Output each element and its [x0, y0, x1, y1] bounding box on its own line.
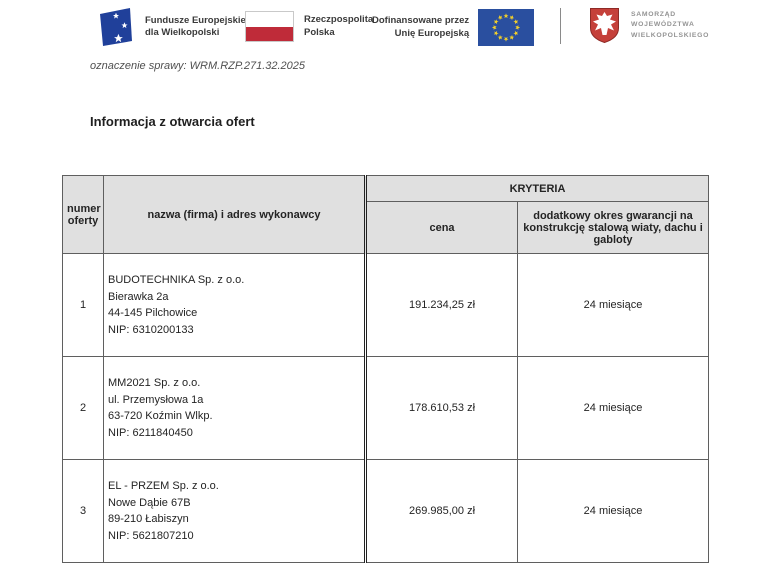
- table-row: [63, 357, 709, 460]
- pl-flag-caption: [304, 14, 373, 39]
- offer-warranty: 24 miesiące: [518, 357, 709, 460]
- fe-flag-icon: [95, 6, 136, 48]
- column-header-numer: numer oferty: [63, 176, 104, 254]
- offer-number: 2: [63, 357, 104, 460]
- poland-flag-icon: [245, 11, 294, 42]
- contractor-address: [104, 460, 366, 563]
- column-header-gwarancja: dodatkowy okres gwarancji na konstrukcję stalową wiaty, dachu i gabloty: [518, 202, 709, 254]
- column-header-kryteria: KRYTERIA: [366, 176, 709, 202]
- contractor-street: Nowe Dąbie 67B: [108, 496, 191, 509]
- fe-caption-line2: dla Wielkopolski: [145, 27, 220, 38]
- contractor-name: MM2021 Sp. z o.o.: [108, 377, 201, 389]
- table-row: [63, 254, 709, 357]
- eu-caption-line2: Unię Europejską: [394, 27, 470, 39]
- samorzad-caption-line3: WIELKOPOLSKIEGO: [631, 31, 710, 39]
- pl-caption-line2: Polska: [304, 26, 335, 38]
- contractor-name: EL - PRZEM Sp. z o.o.: [108, 480, 219, 492]
- column-header-cena: cena: [366, 202, 518, 254]
- offer-price: 269.985,00 zł: [366, 460, 518, 563]
- contractor-nip: NIP: 5621807210: [108, 529, 194, 542]
- page-title: Informacja z otwarcia ofert: [90, 114, 255, 129]
- eu-flag-group: [372, 9, 534, 46]
- offer-price: 191.234,25 zł: [366, 254, 518, 357]
- offer-warranty: 24 miesiące: [518, 460, 709, 563]
- contractor-address: [104, 254, 366, 357]
- contractor-street: ul. Przemysłowa 1a: [108, 393, 204, 406]
- samorzad-caption: [631, 10, 709, 42]
- column-header-nazwa: nazwa (firma) i adres wykonawcy: [104, 176, 366, 254]
- contractor-nip: NIP: 6310200133: [108, 323, 194, 336]
- offer-number: 3: [63, 460, 104, 563]
- pl-caption-line1: Rzeczpospolita: [304, 14, 374, 26]
- offer-warranty: 24 miesiące: [518, 254, 709, 357]
- logo-divider: [560, 8, 561, 44]
- contractor-address: [104, 357, 366, 460]
- fe-logo-group: [95, 6, 246, 48]
- eu-flag-icon: [478, 9, 534, 46]
- samorzad-caption-line1: SAMORZĄD: [631, 10, 676, 18]
- samorzad-logo-group: [589, 7, 709, 44]
- eu-caption-line1: Dofinansowane przez: [372, 15, 470, 27]
- wielkopolska-crest-icon: [589, 7, 620, 44]
- offers-table: [62, 175, 709, 563]
- contractor-nip: NIP: 6211840450: [108, 426, 193, 439]
- case-reference-label: oznaczenie sprawy: WRM.RZP.271.32.2025: [90, 60, 306, 72]
- eu-flag-caption: [372, 15, 469, 40]
- samorzad-caption-line2: WOJEWÓDZTWA: [631, 21, 695, 29]
- contractor-name: BUDOTECHNIKA Sp. z o.o.: [108, 274, 245, 286]
- contractor-street: Bierawka 2a: [108, 290, 169, 303]
- contractor-city: 89-210 Łabiszyn: [108, 513, 189, 525]
- offer-price: 178.610,53 zł: [366, 357, 518, 460]
- pl-flag-group: [245, 11, 373, 42]
- contractor-city: 44-145 Pilchowice: [108, 307, 198, 319]
- fe-logo-caption: [145, 15, 246, 40]
- offer-number: 1: [63, 254, 104, 357]
- fe-caption-line1: Fundusze Europejskie: [145, 14, 246, 26]
- table-row: [63, 460, 709, 563]
- contractor-city: 63-720 Koźmin Wlkp.: [108, 410, 213, 422]
